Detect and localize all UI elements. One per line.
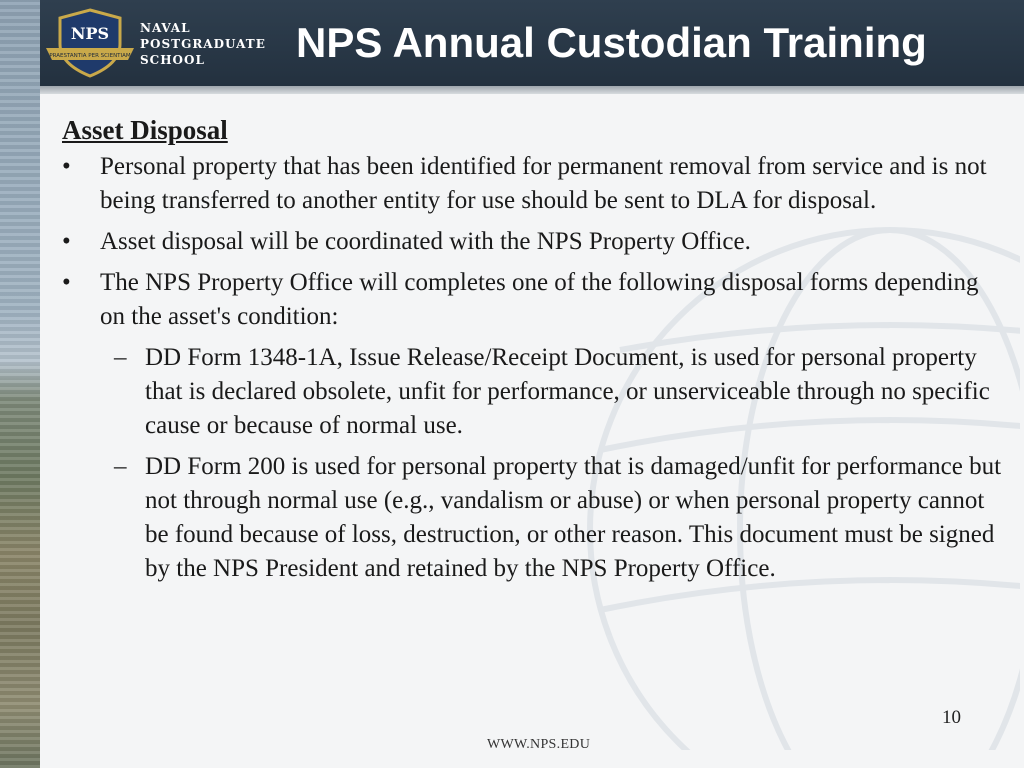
bullet-item [62, 150, 1007, 218]
section-heading: Asset Disposal [62, 115, 228, 145]
footer-url: WWW.NPS.EDU [487, 737, 591, 752]
page-number: 10 [942, 707, 961, 728]
slide-title: NPS Annual Custodian Training [296, 19, 927, 66]
school-name-line1: NAVAL [140, 21, 191, 35]
bullet-item [62, 225, 1007, 259]
school-name [140, 20, 266, 68]
bullet-marker: • [62, 269, 71, 296]
sub-bullet-text: DD Form 200 is used for personal property that is damaged/unfit for performance but not through normal use (e.g., vandalism or abuse) or when personal property cannot be found because of loss, destruction, or other reason. This document must be signed by the NPS President and retained by the NPS Property Office. [145, 453, 1002, 582]
bullet-marker: • [62, 153, 71, 180]
sub-bullet-item [62, 341, 1007, 443]
header-divider [40, 86, 1024, 94]
dash-marker: – [114, 344, 127, 371]
nps-logo [44, 8, 136, 83]
dash-marker: – [114, 453, 127, 480]
bullet-text: Personal property that has been identified for permanent removal from service and is not being transferred to another entity for use should be sent to DLA for disposal. [100, 153, 987, 214]
sub-bullet-text: DD Form 1348-1A, Issue Release/Receipt Document, is used for personal property that is declared obsolete, unfit for performance, or unserviceable through no specific cause or because of normal use. [145, 344, 990, 439]
svg-text:NPS: NPS [70, 24, 110, 43]
slide-content [62, 112, 1007, 593]
bullet-item [62, 266, 1007, 334]
campus-photo-strip [0, 0, 40, 768]
school-name-line2: POSTGRADUATE [140, 37, 266, 51]
svg-text:PRAESTANTIA PER SCIENTIAM: PRAESTANTIA PER SCIENTIAM [49, 53, 131, 59]
bullet-marker: • [62, 228, 71, 255]
bullet-text: The NPS Property Office will completes one of the following disposal forms depending on the asset's condition: [100, 269, 979, 330]
school-name-line3: SCHOOL [140, 53, 205, 67]
bullet-text: Asset disposal will be coordinated with the NPS Property Office. [100, 228, 751, 255]
sub-bullet-item [62, 450, 1007, 586]
